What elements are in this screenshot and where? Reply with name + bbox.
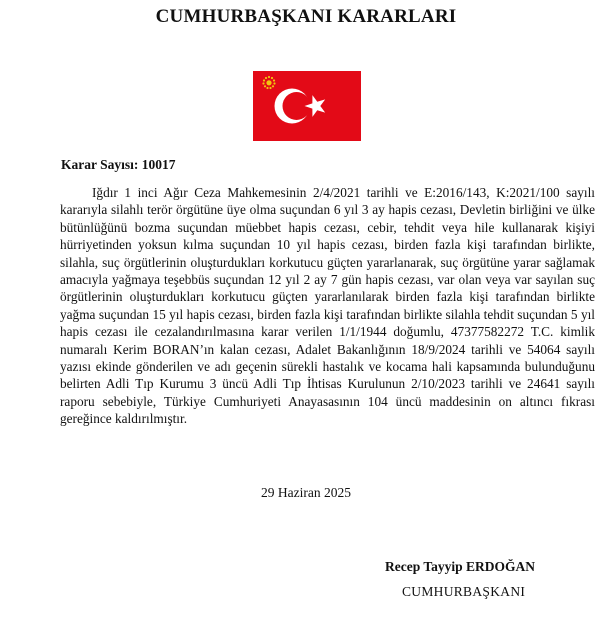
decision-number: Karar Sayısı: 10017 (61, 157, 176, 172)
page-title: CUMHURBAŞKANI KARARLARI (155, 6, 457, 27)
decision-body-text: Iğdır 1 inci Ağır Ceza Mahkemesinin 2/4/2021 tarihli ve E:2016/143, K:2021/100 sayılı kararıyla silahlı terör örgütüne üye olma suçundan 6 yıl 3 ay hapis cezası, Devletin birliğini ve ülke bütünlüğünü bozma suçundan müebbet hapis cezası, cebir, tehdit veya hile kullanarak kişiyi hürriyetinden yoksun kılma suçundan 10 yıl hapis cezası, birden fazla kişi tarafından birlikte, silahla, suç örgütlerinin oluşturdukları korkutucu güçten yararlanarak, suç örgütüne yarar sağlamak amacıyla yağmaya teşebbüs suçundan 12 yıl 2 ay 7 gün hapis cezası, var olan veya var sayılan suç örgütlerinin oluşturdukları korkutucu güçten yararlanılarak birden fazla kişi tarafından birlikte yağma suçundan 15 yıl hapis cezası, birden fazla kişi tarafından birlikte silahla tehdit suçundan 5 yıl hapis cezası ile cezalandırılmasına karar verilen 1/1/1944 doğumlu, 47377582272 T.C. kimlik numaralı Kerim BORAN’ın kalan cezası, Adalet Bakanlığının 18/9/2024 tarihli ve 54064 sayılı yazısı ekinde gönderilen ve adı geçenin sürekli hastalık ve kocama hali kapsamında bulunduğunu belirten Adli Tıp Kurumu 3 üncü Adli Tıp İhtisas Kurulunun 2/10/2023 tarihli ve 24641 sayılı raporu sebebiyle, Türkiye Cumhuriyeti Anayasasının 104 üncü maddesinin on altıncı fıkrası gereğince kaldırılmıştır. (60, 185, 595, 427)
decision-date: 29 Haziran 2025 (261, 485, 351, 500)
signatory-name: Recep Tayyip ERDOĞAN (385, 559, 536, 574)
turkish-flag-icon (253, 71, 361, 141)
signatory-title: CUMHURBAŞKANI (402, 584, 526, 599)
